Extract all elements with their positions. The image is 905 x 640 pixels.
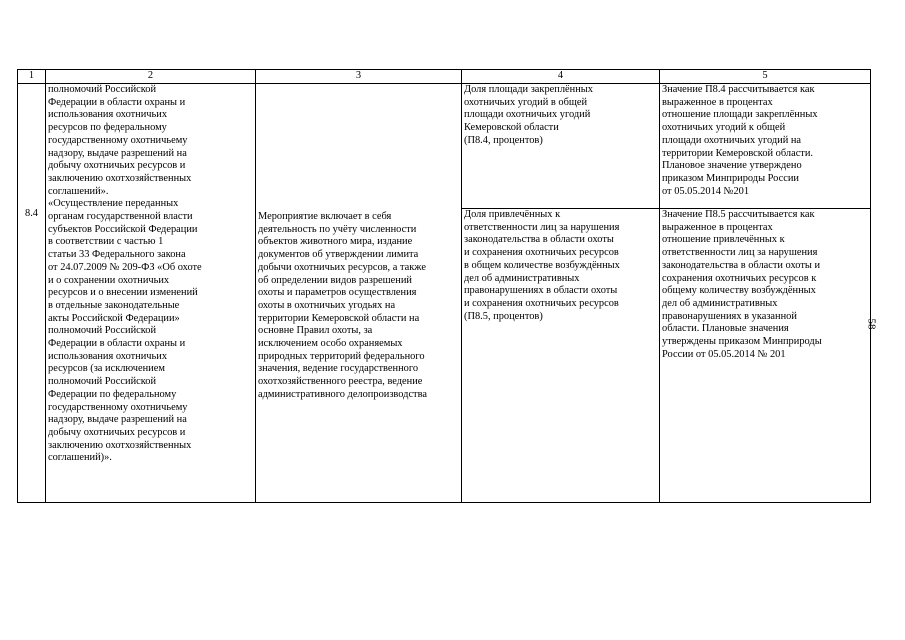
row-number: 8.4 — [25, 208, 38, 219]
indicator-p84-cell: Доля площади закреплённых охотничьих угодий в общей площади охотничьих угодий Кемеровской области (П8.4, процентов) — [462, 84, 660, 209]
page-number: 58 — [865, 318, 878, 330]
measure-description-cell: полномочий Российской Федерации в области охраны и использования охотничьих ресурсов по федеральному государственному охотничьему надзору, выдаче разрешений на добычу охотничьих ресурсов и заключению охотхозяйственных соглашений». «Осуществление переданных органам государственной власти субъектов Российской Федерации в соответствии с частью 1 статьи 33 Федерального закона от 24.07.2009 № 209-ФЗ «Об охоте и о сохранении охотничьих ресурсов и о внесении изменений в отдельные законодательные акты Российской Федерации» полномочий Российской Федерации в области охраны и использования охотничьих ресурсов (за исключением полномочий Российской Федерации по федеральному государственному охотничьему надзору, выдаче разрешений на добычу охотничьих ресурсов и заключению охотхозяйственных соглашений)». — [46, 84, 256, 503]
table-header-row — [18, 70, 871, 84]
header-cell-3: 3 — [256, 70, 462, 84]
calculation-p84-cell: Значение П8.4 рассчитывается как выраженное в процентах отношение площади закреплённых охотничьих угодий к общей площади охотничьих угодий на территории Кемеровской области. Плановое значение утверждено приказом Минприроды России от 05.05.2014 №201 — [660, 84, 871, 209]
header-cell-2: 2 — [46, 70, 256, 84]
calculation-p85-cell: Значение П8.5 рассчитывается как выраженное в процентах отношение привлечённых к ответственности лиц за нарушения законодательства в области охоты и сохранения охотничьих ресурсов к общему количеству возбуждённых дел об административных правонарушениях в указанной области. Плановые значения утверждены приказом Минприроды России от 05.05.2014 № 201 — [660, 209, 871, 503]
indicator-p85-cell: Доля привлечённых к ответственности лиц за нарушения законодательства в области охоты и сохранения охотничьих ресурсов в общем количестве возбуждённых дел об административных правонарушениях в области охоты и сохранения охотничьих ресурсов (П8.5, процентов) — [462, 209, 660, 503]
measure-content-cell — [256, 84, 462, 503]
measure-content-text: Мероприятие включает в себя деятельность по учёту численности объектов животного мира, издание документов об утверждении лимита добычи охотничьих ресурсов, а также об определении видов разрешений охоты и параметров осуществления охоты в охотничьих угодьях на территории Кемеровской области на основне Правил охоты, за исключением особо охраняемых природных территорий федерального значения, ведение государственного охотхозяйственного реестра, ведение административного делопроизводства — [258, 211, 427, 400]
header-cell-4: 4 — [462, 70, 660, 84]
row-number-cell — [18, 84, 46, 503]
table-row — [18, 84, 871, 209]
indicators-table — [17, 69, 871, 503]
header-cell-5: 5 — [660, 70, 871, 84]
header-cell-1: 1 — [18, 70, 46, 84]
